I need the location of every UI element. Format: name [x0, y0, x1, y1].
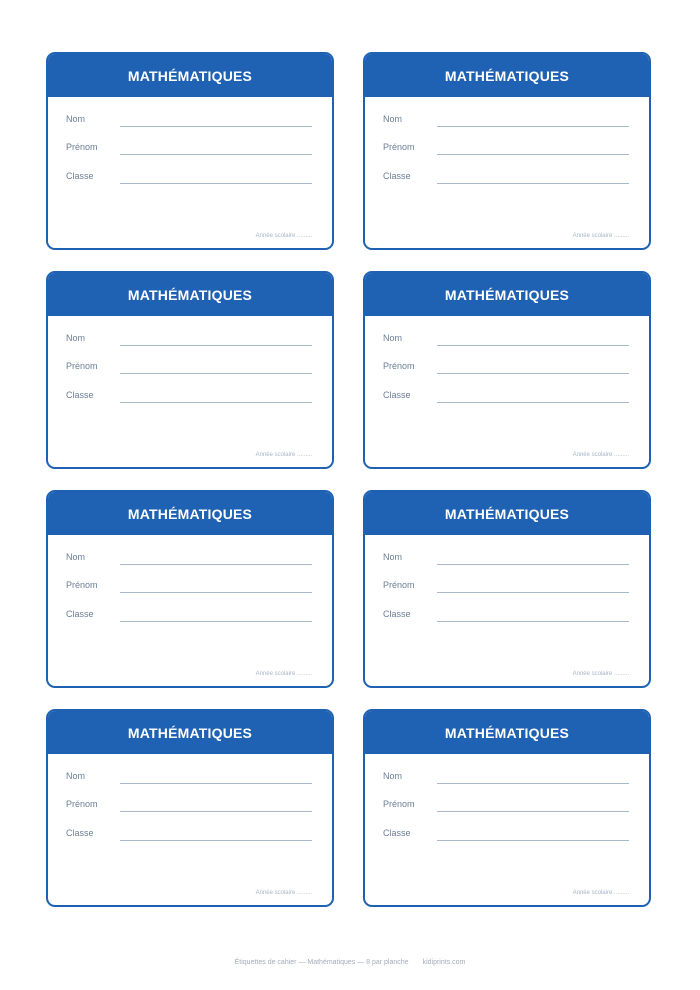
field-label: Classe [66, 609, 94, 619]
field-label: Prénom [383, 361, 415, 371]
write-line [120, 621, 312, 622]
field-row-classe [66, 171, 312, 187]
field-row-prenom [66, 142, 312, 158]
field-row-nom [383, 771, 629, 787]
write-line [120, 592, 312, 593]
field-label: Nom [383, 552, 403, 562]
field-row-classe [66, 609, 312, 625]
label-header [48, 492, 332, 535]
field-label: Prénom [383, 580, 415, 590]
write-line [437, 811, 629, 812]
label-header [48, 54, 332, 97]
field-row-prenom [383, 799, 629, 815]
field-row-prenom [66, 799, 312, 815]
label-title: MATHÉMATIQUES [444, 67, 570, 84]
field-label: Classe [383, 828, 411, 838]
label-header [48, 711, 332, 754]
field-row-prenom [66, 580, 312, 596]
notebook-label [46, 490, 334, 688]
field-row-nom [66, 333, 312, 349]
write-line [437, 564, 629, 565]
write-line [437, 345, 629, 346]
field-row-classe [66, 828, 312, 844]
school-year-note: Année scolaire ......... [255, 452, 312, 458]
field-label: Nom [383, 114, 403, 124]
notebook-label [46, 52, 334, 250]
write-line [437, 621, 629, 622]
notebook-label [363, 709, 651, 907]
field-label: Prénom [66, 799, 98, 809]
write-line [120, 183, 312, 184]
label-title: MATHÉMATIQUES [444, 286, 570, 303]
label-header [365, 711, 649, 754]
footer-site: kidiprints.com [422, 959, 466, 966]
field-row-nom [383, 552, 629, 568]
write-line [437, 126, 629, 127]
notebook-label [363, 271, 651, 469]
write-line [437, 592, 629, 593]
footer-description: Étiquettes de cahier — Mathématiques — 8 par planche [234, 959, 409, 966]
field-label: Nom [66, 552, 86, 562]
write-line [120, 154, 312, 155]
field-label: Nom [66, 333, 86, 343]
field-row-prenom [383, 361, 629, 377]
label-title: MATHÉMATIQUES [127, 505, 253, 522]
school-year-note: Année scolaire ......... [572, 671, 629, 677]
school-year-note: Année scolaire ......... [255, 671, 312, 677]
label-title: MATHÉMATIQUES [127, 67, 253, 84]
school-year-note: Année scolaire ......... [255, 233, 312, 239]
field-row-nom [66, 771, 312, 787]
field-row-prenom [66, 361, 312, 377]
field-row-nom [66, 114, 312, 130]
field-label: Nom [66, 771, 86, 781]
field-row-nom [383, 333, 629, 349]
field-row-nom [66, 552, 312, 568]
write-line [437, 183, 629, 184]
field-label: Prénom [383, 799, 415, 809]
school-year-note: Année scolaire ......... [572, 890, 629, 896]
school-year-note: Année scolaire ......... [255, 890, 312, 896]
label-title: MATHÉMATIQUES [127, 286, 253, 303]
field-row-prenom [383, 142, 629, 158]
write-line [120, 345, 312, 346]
field-label: Classe [66, 171, 94, 181]
write-line [437, 154, 629, 155]
field-row-nom [383, 114, 629, 130]
field-label: Prénom [383, 142, 415, 152]
write-line [120, 811, 312, 812]
field-label: Classe [66, 390, 94, 400]
label-title: MATHÉMATIQUES [444, 724, 570, 741]
notebook-label [46, 271, 334, 469]
label-header [365, 492, 649, 535]
label-header [365, 273, 649, 316]
field-label: Nom [66, 114, 86, 124]
field-row-classe [383, 828, 629, 844]
write-line [120, 840, 312, 841]
write-line [120, 373, 312, 374]
field-row-classe [383, 390, 629, 406]
label-title: MATHÉMATIQUES [127, 724, 253, 741]
notebook-label [46, 709, 334, 907]
field-label: Nom [383, 333, 403, 343]
field-label: Classe [383, 171, 411, 181]
field-label: Prénom [66, 580, 98, 590]
write-line [437, 402, 629, 403]
field-label: Classe [383, 390, 411, 400]
page-footer [0, 959, 700, 966]
write-line [437, 373, 629, 374]
field-row-prenom [383, 580, 629, 596]
write-line [120, 126, 312, 127]
notebook-label [363, 52, 651, 250]
label-header [48, 273, 332, 316]
label-header [365, 54, 649, 97]
field-label: Classe [66, 828, 94, 838]
write-line [120, 783, 312, 784]
field-row-classe [66, 390, 312, 406]
field-row-classe [383, 171, 629, 187]
write-line [437, 840, 629, 841]
notebook-label [363, 490, 651, 688]
field-row-classe [383, 609, 629, 625]
label-title: MATHÉMATIQUES [444, 505, 570, 522]
write-line [120, 402, 312, 403]
field-label: Nom [383, 771, 403, 781]
school-year-note: Année scolaire ......... [572, 233, 629, 239]
school-year-note: Année scolaire ......... [572, 452, 629, 458]
write-line [437, 783, 629, 784]
field-label: Classe [383, 609, 411, 619]
field-label: Prénom [66, 361, 98, 371]
field-label: Prénom [66, 142, 98, 152]
write-line [120, 564, 312, 565]
